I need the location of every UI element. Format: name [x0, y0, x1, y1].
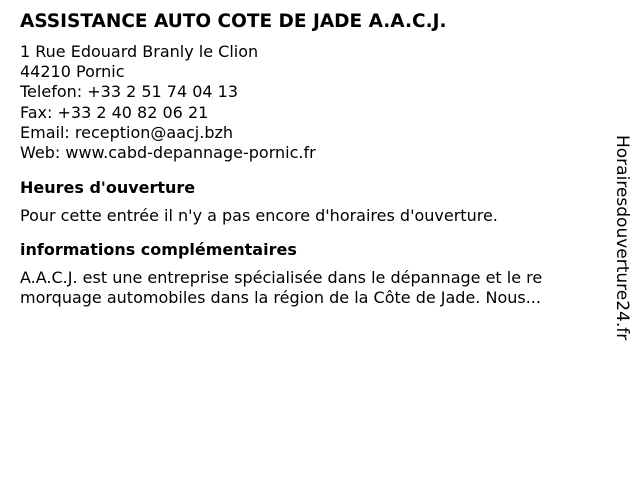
site-watermark [612, 135, 632, 345]
fax-line: Fax: +33 2 40 82 06 21 [20, 102, 209, 122]
description-line: morquage automobiles dans la région de la Côte de Jade. Nous... [20, 288, 541, 308]
address-block [20, 42, 600, 163]
street-address: 1 Rue Edouard Branly le Clion [20, 42, 259, 61]
additional-info-text [20, 268, 600, 309]
opening-hours-text: Pour cette entrée il n'y a pas encore d'horaires d'ouverture. [20, 206, 498, 226]
business-name: ASSISTANCE AUTO COTE DE JADE A.A.C.J. [20, 11, 447, 32]
business-card [20, 10, 600, 309]
email-line: Email: reception@aacj.bzh [20, 122, 234, 142]
opening-hours-heading: Heures d'ouverture [20, 178, 196, 198]
phone-line: Telefon: +33 2 51 74 04 13 [20, 82, 239, 102]
additional-info-heading: informations complémentaires [20, 239, 297, 259]
web-line: Web: www.cabd-depannage-pornic.fr [20, 143, 316, 163]
watermark-text: Horairesdouverture24.fr [612, 135, 632, 341]
description-line: A.A.C.J. est une entreprise spécialisée dans le dépannage et le re [20, 267, 543, 287]
postal-city: 44210 Pornic [20, 62, 125, 82]
